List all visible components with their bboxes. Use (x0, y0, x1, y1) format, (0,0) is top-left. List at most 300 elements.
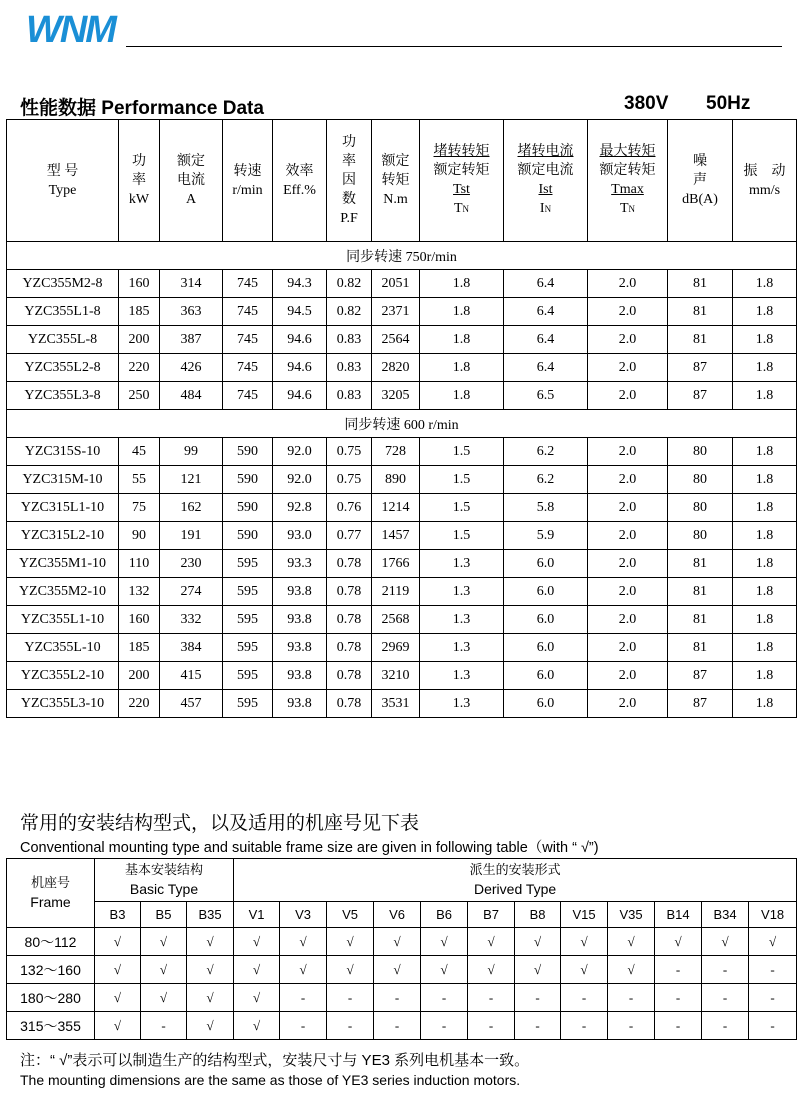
basic-type-label: B35 (187, 902, 234, 928)
table-cell: 0.83 (327, 326, 372, 354)
derived-type-label: V15 (561, 902, 608, 928)
table-cell: 2.0 (588, 298, 668, 326)
mount-mark: √ (468, 928, 515, 956)
table-cell: YZC355L1-8 (7, 298, 119, 326)
mount-mark: - (561, 1012, 608, 1040)
table-cell: 94.6 (273, 354, 327, 382)
table-cell: YZC355M2-10 (7, 578, 119, 606)
table-cell: 2.0 (588, 438, 668, 466)
derived-type-label: B7 (468, 902, 515, 928)
mount-mark: √ (280, 956, 327, 984)
table-cell: 1.8 (733, 466, 797, 494)
mount-mark: - (421, 1012, 468, 1040)
table-cell: 0.78 (327, 662, 372, 690)
table-cell: 590 (223, 494, 273, 522)
table-cell: 0.83 (327, 354, 372, 382)
table-cell: YZC355M1-10 (7, 550, 119, 578)
table-cell: 45 (119, 438, 160, 466)
mount-mark: - (515, 1012, 561, 1040)
table-cell: 1.8 (733, 690, 797, 718)
mount-mark: - (280, 1012, 327, 1040)
table-cell: 93.8 (273, 662, 327, 690)
table-cell: 745 (223, 270, 273, 298)
mount-mark: √ (515, 928, 561, 956)
mounting-table (6, 858, 797, 1040)
table-cell: 2564 (372, 326, 420, 354)
table-cell: 0.75 (327, 466, 372, 494)
mount-mark: √ (655, 928, 702, 956)
table-cell: 0.78 (327, 690, 372, 718)
table-cell: 6.4 (504, 298, 588, 326)
derived-type-label: V3 (280, 902, 327, 928)
table-cell: YZC315L1-10 (7, 494, 119, 522)
table-cell: 6.0 (504, 634, 588, 662)
table-cell: YZC315S-10 (7, 438, 119, 466)
header-ist: 堵转电流 额定电流 Ist IN (504, 120, 588, 242)
table-cell: 0.82 (327, 270, 372, 298)
mount-mark: - (655, 956, 702, 984)
table-cell: 2.0 (588, 522, 668, 550)
table-row (7, 298, 797, 326)
mount-mark: - (749, 956, 797, 984)
mount-mark: - (702, 984, 749, 1012)
table-cell: 595 (223, 606, 273, 634)
table-cell: 81 (668, 326, 733, 354)
table-cell: 0.75 (327, 438, 372, 466)
section-label: 同步转速 600 r/min (7, 410, 797, 438)
derived-type-label: B34 (702, 902, 749, 928)
mount-mark: √ (234, 1012, 280, 1040)
mount-mark: - (655, 1012, 702, 1040)
table-cell: 728 (372, 438, 420, 466)
mount-mark: √ (374, 956, 421, 984)
mount-mark: - (327, 984, 374, 1012)
derived-type-label: V5 (327, 902, 374, 928)
table-cell: YZC315M-10 (7, 466, 119, 494)
mount-mark: √ (95, 1012, 141, 1040)
mount-mark: √ (187, 984, 234, 1012)
table-row (7, 522, 797, 550)
table-cell: YZC355M2-8 (7, 270, 119, 298)
table-cell: 87 (668, 382, 733, 410)
table-cell: 1.8 (733, 550, 797, 578)
mount-mark: - (280, 984, 327, 1012)
table-cell: 121 (160, 466, 223, 494)
mount-mark: √ (421, 928, 468, 956)
table-cell: 384 (160, 634, 223, 662)
mounting-title: 常用的安装结构型式，以及适用的机座号见下表 (20, 813, 420, 834)
table-cell: 6.0 (504, 550, 588, 578)
table-cell: 595 (223, 690, 273, 718)
table-cell: YZC355L-8 (7, 326, 119, 354)
table-cell: 2.0 (588, 690, 668, 718)
table-cell: 6.4 (504, 270, 588, 298)
table-cell: 191 (160, 522, 223, 550)
frame-size: 315～355 (7, 1012, 95, 1040)
frame-size: 180～280 (7, 984, 95, 1012)
table-cell: 1.8 (733, 298, 797, 326)
header-power-factor: 功 率 因 数 P.F (327, 120, 372, 242)
table-cell: YZC355L3-10 (7, 690, 119, 718)
mount-mark: √ (95, 956, 141, 984)
mount-mark: √ (187, 1012, 234, 1040)
table-cell: 90 (119, 522, 160, 550)
mount-mark: √ (141, 928, 187, 956)
table-cell: 0.83 (327, 382, 372, 410)
table-cell: 2.0 (588, 270, 668, 298)
mount-mark: - (608, 1012, 655, 1040)
table-cell: 6.2 (504, 466, 588, 494)
table-cell: 745 (223, 326, 273, 354)
header-efficiency: 效率 Eff.% (273, 120, 327, 242)
table-cell: 93.8 (273, 606, 327, 634)
table-cell: 93.0 (273, 522, 327, 550)
table-cell: 0.78 (327, 550, 372, 578)
table-cell: 81 (668, 578, 733, 606)
table-cell: 6.2 (504, 438, 588, 466)
table-cell: YZC355L3-8 (7, 382, 119, 410)
mount-mark: √ (280, 928, 327, 956)
mount-mark: √ (234, 956, 280, 984)
mount-mark: - (515, 984, 561, 1012)
mount-mark: - (374, 984, 421, 1012)
header-current: 额定 电流 A (160, 120, 223, 242)
header-noise: 噪 声 dB(A) (668, 120, 733, 242)
table-cell: 93.3 (273, 550, 327, 578)
table-cell: 1.8 (733, 606, 797, 634)
mount-mark: √ (749, 928, 797, 956)
mount-mark: √ (187, 956, 234, 984)
mount-mark: √ (561, 928, 608, 956)
derived-type-label: V18 (749, 902, 797, 928)
table-cell: 590 (223, 438, 273, 466)
table-cell: 1.3 (420, 578, 504, 606)
table-cell: 160 (119, 606, 160, 634)
table-cell: 110 (119, 550, 160, 578)
table-cell: 274 (160, 578, 223, 606)
table-cell: 745 (223, 382, 273, 410)
performance-title-row (20, 93, 780, 119)
table-row (7, 634, 797, 662)
table-cell: 890 (372, 466, 420, 494)
table-cell: 2.0 (588, 550, 668, 578)
mount-mark: - (141, 1012, 187, 1040)
table-cell: 2820 (372, 354, 420, 382)
table-cell: 81 (668, 270, 733, 298)
table-cell: 1.3 (420, 662, 504, 690)
mount-mark: - (374, 1012, 421, 1040)
table-row (7, 438, 797, 466)
mount-mark: - (655, 984, 702, 1012)
table-cell: 6.4 (504, 326, 588, 354)
table-cell: 81 (668, 298, 733, 326)
derived-type-label: B8 (515, 902, 561, 928)
table-cell: 1.8 (420, 298, 504, 326)
mount-mark: √ (234, 928, 280, 956)
performance-table (6, 119, 797, 718)
mount-mark: - (468, 1012, 515, 1040)
table-cell: 92.0 (273, 438, 327, 466)
mount-mark: - (702, 956, 749, 984)
svg-text:WNM: WNM (26, 9, 115, 48)
table-cell: 6.0 (504, 662, 588, 690)
table-cell: 2051 (372, 270, 420, 298)
table-cell: 81 (668, 550, 733, 578)
mount-mark: - (468, 984, 515, 1012)
table-cell: 2371 (372, 298, 420, 326)
mount-mark: √ (468, 956, 515, 984)
table-cell: 595 (223, 662, 273, 690)
table-cell: 94.6 (273, 382, 327, 410)
table-cell: 93.8 (273, 634, 327, 662)
table-cell: 1.5 (420, 466, 504, 494)
table-cell: 387 (160, 326, 223, 354)
frame-size: 80～112 (7, 928, 95, 956)
table-cell: 80 (668, 522, 733, 550)
mount-mark: √ (95, 984, 141, 1012)
table-cell: 332 (160, 606, 223, 634)
table-cell: 87 (668, 690, 733, 718)
table-cell: 1.8 (733, 494, 797, 522)
derived-type-header: 派生的安装形式 Derived Type (234, 859, 797, 902)
header-rule (126, 46, 782, 47)
table-cell: 2568 (372, 606, 420, 634)
table-cell: 0.78 (327, 606, 372, 634)
mount-mark: - (749, 1012, 797, 1040)
table-cell: 6.0 (504, 690, 588, 718)
table-cell: 1.3 (420, 550, 504, 578)
performance-title: 性能数据 Performance Data (20, 98, 264, 119)
derived-type-label: V35 (608, 902, 655, 928)
derived-type-label: B14 (655, 902, 702, 928)
voltage-label: 380V (624, 93, 669, 114)
table-cell: 3210 (372, 662, 420, 690)
frame-header: 机座号 Frame (7, 859, 95, 928)
table-cell: 595 (223, 578, 273, 606)
mount-mark: √ (374, 928, 421, 956)
table-cell: 0.77 (327, 522, 372, 550)
table-cell: 0.78 (327, 634, 372, 662)
section-label: 同步转速 750r/min (7, 242, 797, 270)
table-cell: 80 (668, 438, 733, 466)
table-cell: 200 (119, 326, 160, 354)
table-cell: 6.4 (504, 354, 588, 382)
mounting-type-row (7, 902, 797, 928)
table-cell: 590 (223, 522, 273, 550)
table-cell: 250 (119, 382, 160, 410)
basic-type-label: B3 (95, 902, 141, 928)
table-cell: 0.82 (327, 298, 372, 326)
table-cell: 1.8 (420, 270, 504, 298)
mounting-row (7, 928, 797, 956)
table-cell: 2.0 (588, 606, 668, 634)
header-speed: 转速 r/min (223, 120, 273, 242)
table-row (7, 550, 797, 578)
frequency-label: 50Hz (706, 93, 751, 114)
table-cell: YZC315L2-10 (7, 522, 119, 550)
table-cell: 6.5 (504, 382, 588, 410)
table-cell: 745 (223, 298, 273, 326)
performance-header-row (7, 120, 797, 242)
mount-mark: √ (234, 984, 280, 1012)
table-cell: 0.76 (327, 494, 372, 522)
table-cell: 2.0 (588, 578, 668, 606)
table-cell: 3531 (372, 690, 420, 718)
table-cell: 92.0 (273, 466, 327, 494)
table-cell: 2.0 (588, 494, 668, 522)
table-row (7, 354, 797, 382)
mount-mark: - (608, 984, 655, 1012)
table-cell: 457 (160, 690, 223, 718)
table-cell: 2.0 (588, 354, 668, 382)
table-cell: 87 (668, 354, 733, 382)
table-cell: 1214 (372, 494, 420, 522)
mounting-row (7, 1012, 797, 1040)
mount-mark: √ (561, 956, 608, 984)
table-cell: 99 (160, 438, 223, 466)
table-cell: 2119 (372, 578, 420, 606)
table-cell: 1.8 (733, 270, 797, 298)
table-cell: 162 (160, 494, 223, 522)
table-cell: 415 (160, 662, 223, 690)
note-english: The mounting dimensions are the same as those of YE3 series induction motors. (20, 1072, 521, 1088)
table-cell: 1.8 (420, 354, 504, 382)
mount-mark: √ (515, 956, 561, 984)
derived-type-label: B6 (421, 902, 468, 928)
table-cell: YZC355L2-10 (7, 662, 119, 690)
table-cell: 2.0 (588, 662, 668, 690)
table-cell: 94.3 (273, 270, 327, 298)
table-row (7, 494, 797, 522)
mount-mark: √ (327, 956, 374, 984)
table-cell: 1.5 (420, 522, 504, 550)
table-cell: 94.6 (273, 326, 327, 354)
table-row (7, 382, 797, 410)
table-cell: 1.8 (733, 634, 797, 662)
table-row (7, 326, 797, 354)
table-cell: 2969 (372, 634, 420, 662)
table-cell: 92.8 (273, 494, 327, 522)
table-cell: 0.78 (327, 578, 372, 606)
mounting-header-row (7, 859, 797, 902)
table-row (7, 270, 797, 298)
table-cell: 200 (119, 662, 160, 690)
table-cell: 1.3 (420, 634, 504, 662)
table-cell: 1.3 (420, 690, 504, 718)
table-cell: 93.8 (273, 690, 327, 718)
header-torque: 额定 转矩 N.m (372, 120, 420, 242)
mount-mark: √ (608, 928, 655, 956)
header-power: 功 率 kW (119, 120, 160, 242)
mount-mark: √ (702, 928, 749, 956)
table-cell: 1.8 (733, 578, 797, 606)
table-row (7, 662, 797, 690)
table-cell: 87 (668, 662, 733, 690)
table-cell: YZC355L2-8 (7, 354, 119, 382)
table-cell: 314 (160, 270, 223, 298)
table-cell: 2.0 (588, 382, 668, 410)
table-cell: 220 (119, 354, 160, 382)
table-cell: 94.5 (273, 298, 327, 326)
table-cell: 132 (119, 578, 160, 606)
table-cell: 6.0 (504, 578, 588, 606)
header-tmax: 最大转矩 额定转矩 Tmax TN (588, 120, 668, 242)
mounting-row (7, 984, 797, 1012)
table-cell: 160 (119, 270, 160, 298)
section-row (7, 410, 797, 438)
mounting-row (7, 956, 797, 984)
table-cell: 590 (223, 466, 273, 494)
mount-mark: √ (95, 928, 141, 956)
header-type: 型 号 Type (7, 120, 119, 242)
table-cell: 1.8 (733, 438, 797, 466)
table-cell: 1.8 (420, 382, 504, 410)
table-cell: 5.8 (504, 494, 588, 522)
mount-mark: - (749, 984, 797, 1012)
table-cell: 1457 (372, 522, 420, 550)
table-cell: 5.9 (504, 522, 588, 550)
table-cell: 745 (223, 354, 273, 382)
frame-size: 132～160 (7, 956, 95, 984)
basic-type-label: B5 (141, 902, 187, 928)
table-row (7, 466, 797, 494)
mount-mark: - (421, 984, 468, 1012)
mount-mark: - (327, 1012, 374, 1040)
mounting-subtitle: Conventional mounting type and suitable frame size are given in following table（with “ √”) (20, 840, 599, 856)
table-cell: 426 (160, 354, 223, 382)
mount-mark: √ (327, 928, 374, 956)
table-cell: 6.0 (504, 606, 588, 634)
table-cell: 1.8 (733, 326, 797, 354)
wnm-logo (26, 8, 126, 48)
derived-type-label: V1 (234, 902, 280, 928)
table-cell: 1766 (372, 550, 420, 578)
table-cell: 2.0 (588, 634, 668, 662)
table-cell: 3205 (372, 382, 420, 410)
table-cell: 80 (668, 494, 733, 522)
table-cell: 484 (160, 382, 223, 410)
table-cell: YZC355L-10 (7, 634, 119, 662)
table-cell: 363 (160, 298, 223, 326)
wnm-logo-mark (26, 8, 126, 48)
table-cell: 55 (119, 466, 160, 494)
table-cell: 220 (119, 690, 160, 718)
table-cell: 2.0 (588, 326, 668, 354)
table-cell: 81 (668, 606, 733, 634)
section-row (7, 242, 797, 270)
mount-mark: √ (421, 956, 468, 984)
table-cell: 1.8 (733, 662, 797, 690)
table-cell: 185 (119, 298, 160, 326)
table-cell: 1.8 (420, 326, 504, 354)
table-cell: 1.3 (420, 606, 504, 634)
table-cell: 80 (668, 466, 733, 494)
table-cell: 595 (223, 550, 273, 578)
table-cell: 595 (223, 634, 273, 662)
table-cell: 75 (119, 494, 160, 522)
mount-mark: - (561, 984, 608, 1012)
table-cell: 185 (119, 634, 160, 662)
basic-type-header: 基本安装结构 Basic Type (95, 859, 234, 902)
mount-mark: √ (608, 956, 655, 984)
table-row (7, 690, 797, 718)
table-cell: 1.8 (733, 522, 797, 550)
table-cell: 1.8 (733, 382, 797, 410)
table-cell: 230 (160, 550, 223, 578)
header-vibration: 振 动 mm/s (733, 120, 797, 242)
mount-mark: - (702, 1012, 749, 1040)
derived-type-label: V6 (374, 902, 421, 928)
